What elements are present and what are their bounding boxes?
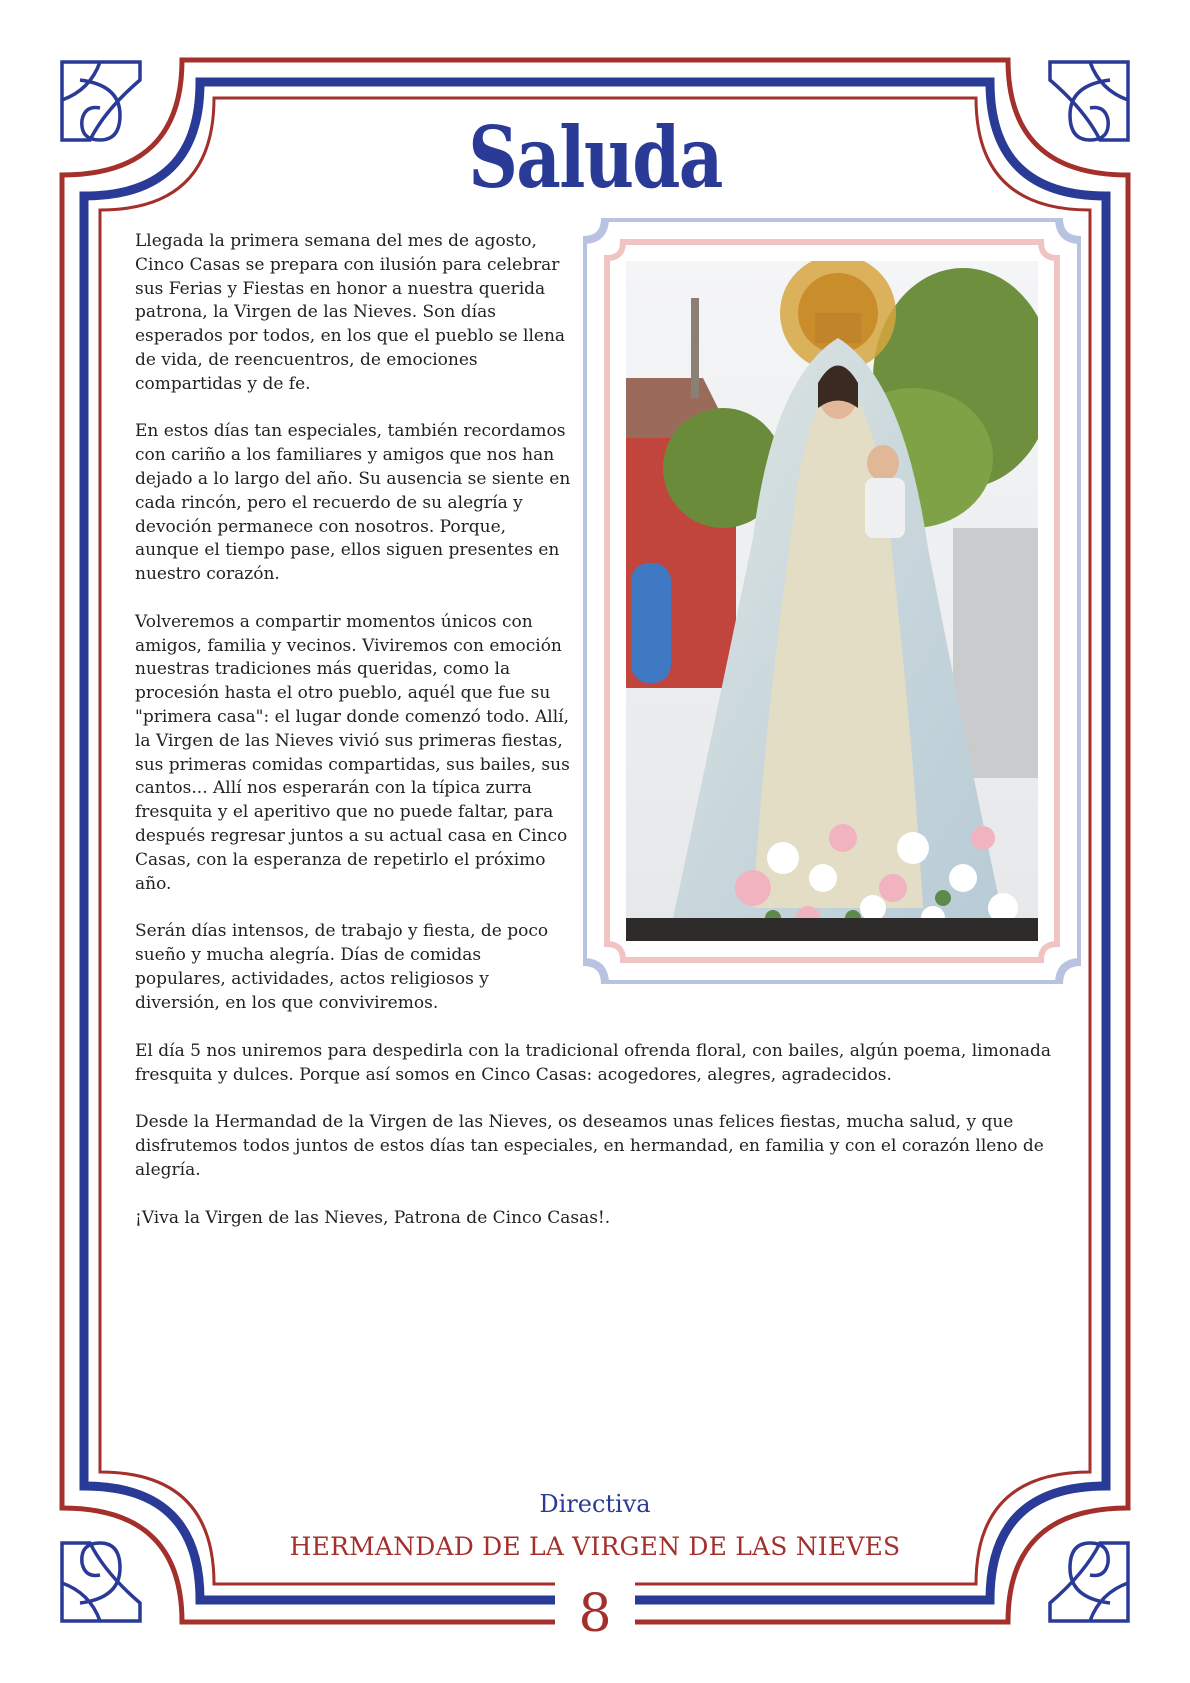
signature-role: Directiva: [539, 1490, 651, 1518]
paragraph: En estos días tan especiales, también recordamos con cariño a los familiares y amigos que nos han dejado a lo largo del año. Su ausencia se siente en cada rincón, pero el recuerdo de su alegría y devoción permanece con nosotros. Porque, aunque el tiempo pase, ellos siguen presentes en nuestro corazón.: [135, 421, 571, 585]
page-title: Saluda: [468, 108, 722, 207]
closing-text: [135, 1040, 1065, 1254]
paragraph: Volveremos a compartir momentos únicos con amigos, familia y vecinos. Viviremos con emoción nuestras tradiciones más queridas, como la procesión hasta el otro pueblo, aquél que fue su "primera casa": el lugar donde comenzó todo. Allí, la Virgen de las Nieves vivió sus primeras fiestas, sus primeras comidas compartidas, sus bailes, sus cantos... Allí nos esperarán con la típica zurra fresquita y el aperitivo que no puede faltar, para después regresar juntos a su actual casa en Cinco Casas, con la esperanza de repetirlo el próximo año.: [135, 611, 570, 894]
paragraph: Serán días intensos, de trabajo y fiesta, de poco sueño y mucha alegría. Días de comidas populares, actividades, actos religiosos y diversión, en los que conviviremos.: [135, 921, 549, 1013]
signature-organization: HERMANDAD DE LA VIRGEN DE LAS NIEVES: [289, 1532, 901, 1561]
paragraph: El día 5 nos uniremos para despedirla con la tradicional ofrenda floral, con bailes, algún poema, limonada fresquita y dulces. Porque así somos en Cinco Casas: acogedores, alegres, agradecidos.: [135, 1041, 1052, 1085]
paragraph: ¡Viva la Virgen de las Nieves, Patrona de Cinco Casas!.: [135, 1207, 611, 1228]
paragraph: Llegada la primera semana del mes de agosto, Cinco Casas se prepara con ilusión para celebrar sus Ferias y Fiestas en honor a nuestra querida patrona, la Virgen de las Nieves. Son días esperados por todos, en los que el pueblo se llena de vida, de reencuentros, de emociones compartidas y de fe.: [135, 231, 566, 394]
page-number: 8: [555, 1582, 635, 1646]
intro-column: [135, 230, 575, 1039]
paragraph: Desde la Hermandad de la Virgen de las Nieves, os deseamos unas felices fiestas, mucha salud, y que disfrutemos todos juntos de estos días tan especiales, en hermandad, en familia y con el corazón lleno de alegría.: [135, 1112, 1044, 1180]
virgin-photo: [583, 218, 1081, 984]
